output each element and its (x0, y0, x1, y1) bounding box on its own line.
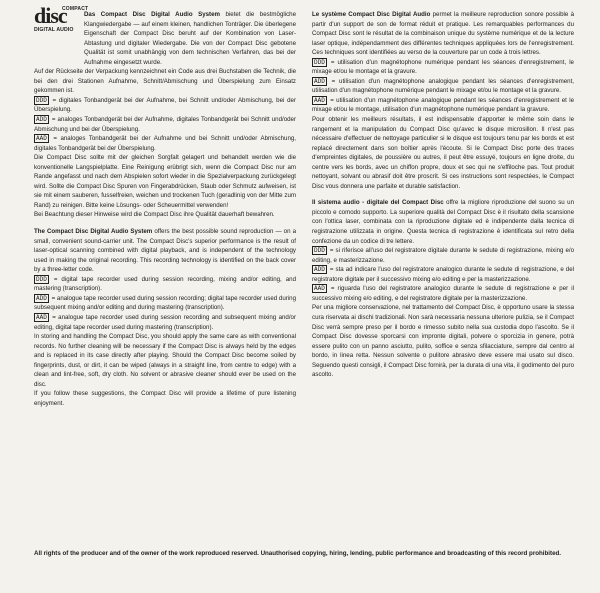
logo-disc-word: disc (34, 3, 67, 28)
left-column (34, 10, 296, 408)
it-intro-title: Il sistema audio - digitale del Compact Disc (312, 199, 444, 207)
fr-ddd-item (312, 58, 574, 77)
it-ddd-text: = si riferisce all'uso del registratore digitale durante le sedute di registrazione, mixing e/o editing, e masterizzazione. (312, 247, 574, 264)
fr-ddd-text: = utilisation d'un magnétophone numérique pendant les séances d'enregistrement, le mixage et/ou le montage et la gravure. (312, 58, 574, 76)
fr-aad-item (312, 96, 574, 115)
de-aad-code: AAD (36, 135, 47, 143)
en-ddd-item (34, 275, 296, 294)
en-care: In storing and handling the Compact Disc, you should apply the same care as with conventional records. No further cleaning will be necessary if the Compact Disc is always held by the edges and is replaced in its case directly after playing. Should the Compact Disc become soiled by fingerprints, dust, or dirt, it can be wiped (always in a straight line, from centre to edge) with a clean and lint-free, soft, dry cloth. No solvent or abrasive cleaner should ever be used on the disc. (34, 333, 296, 388)
it-aad-text: = riguarda l'uso del registratore analogico durante le sedute di registrazione e per il successivo mixing e/o editing, e del registratore digitale per la masterizzazione. (312, 285, 574, 302)
it-ddd-code: DDD (314, 247, 325, 255)
en-closing: If you follow these suggestions, the Compact Disc will provide a lifetime of pure listening enjoyment. (34, 390, 296, 407)
it-aad-code: AAD (314, 285, 325, 293)
de-add-code: ADD (36, 116, 47, 124)
en-intro-title: The Compact Disc Digital Audio System (34, 228, 153, 236)
de-ddd-item (34, 96, 296, 115)
fr-intro-title: Le système Compact Disc Digital Audio (312, 11, 431, 18)
en-ddd-text: = digital tape recorder used during session recording, mixing and/or editing, and mastering (transcription). (34, 275, 296, 293)
de-aad-text: = analoges Tonbandgerät bei der Aufnahme und bei Schnitt und/oder Abmischung, digitales Tonbandgerät bei der Überspielung. (34, 135, 296, 152)
de-aad-item (34, 134, 296, 153)
en-aad-item (34, 313, 296, 332)
en-aad-text: = analogue tape recorder used during session recording and subsequent mixing and/or editing, digital tape recorder used during mastering (transcription). (34, 313, 296, 331)
fr-intro-text: permet la meilleure reproduction sonore possible à partir d'un support de son de format réduit et pratique. Les remarquables performances du Compact Disc sont le résultat de la combinaison unique du système numérique et de la lecture laser optique, indépendamment des différentes techniques appliquées lors de l'enregistrement. Ces techniques sont identifiées au verso de la couverture par un code à trois lettres. (312, 11, 574, 57)
en-intro (34, 227, 296, 275)
de-code-explanation: Auf der Rückseite der Verpackung kennzeichnet ein Code aus drei Buchstaben die Technik, die bei den drei Stationen Aufnahme, Schnitt/Abmischung und Überspielung zum Einsatz gekommen ist. (34, 68, 296, 95)
it-add-item (312, 265, 574, 284)
en-intro-text: offers the best possible sound reproduction — on a small, convenient sound-carrier unit. The Compact Disc's superior performance is the result of laser-optical scanning combined with digital playback, and is independent of the technology used in making the original recording. This recording technology is identified on the back cover by a three-letter code. (34, 228, 296, 274)
en-add-code: ADD (36, 294, 47, 302)
copyright-notice: All rights of the producer and of the owner of the work reproduced reserved. Unauthorised copying, hiring, lending, public performance and broadcasting of this record prohibited. (34, 550, 562, 557)
it-ddd-item (312, 246, 574, 265)
it-add-code: ADD (314, 266, 325, 274)
it-intro (312, 198, 574, 246)
de-intro-text: bietet die bestmögliche Klangwiedergabe — auf einem kleinen, handlichen Tonträger. Die überlegene Eigenschaft der Compact Disc beruht auf der Kombination von Laser-Abtastung und digitaler Wiedergabe. Die von der Compact Disc gebotene Qualität ist somit unabhängig von dem technischen Verfahren, das bei der Aufnahme eingesetzt wurde. (84, 11, 296, 66)
fr-ddd-code: DDD (314, 58, 325, 66)
en-aad-code: AAD (36, 313, 47, 321)
de-care: Die Compact Disc sollte mit der gleichen Sorgfalt gelagert und behandelt werden wie die konventionelle Langspielplatte. Eine Reinigung erübrigt sich, wenn die Compact Disc nur am Rande angefasst und nach dem Abspielen sofort wieder in die Spezialverpackung zurückgelegt wird. Sollte die Compact Disc Spuren von Fingerabdrücken, Staub oder Schmutz aufweisen, ist sie mit einem sauberen, fusselfreien, weichen und trockenen Tuch (geradlinig von der Mitte zum Rand) zu reinigen. Bitte keine Lösungs- oder Scheuermittel verwenden! (34, 154, 296, 209)
fr-intro (312, 10, 574, 58)
it-care: Per una migliore conservazione, nel trattamento del Compact Disc, è opportuno usare la stessa cura riservata ai dischi tradizionali. Non sarà necessaria nessuna ulteriore pulizia, se il Compact Disc verrà sempre preso per il bordo e rimesso subito nella sua custodia dopo l'ascolto. Se il Compact Disc dovesse sporcarsi con impronte digitali, polvere o sporcizia in genere, potrà essere pulito con un panno asciutto, pulito, soffice e senza sfilacciature, sempre dal centro al bordo, in linea retta. Nessun solvente o pulitore abrasivo deve essere mai usato sul disco. Seguendo questi consigli, il Compact Disc fornirà, per la durata di una vita, il godimento del puro ascolto. (312, 304, 574, 379)
it-aad-item (312, 284, 574, 303)
de-closing: Bei Beachtung dieser Hinweise wird die Compact Disc ihre Qualität dauerhaft bewahren. (34, 211, 275, 219)
de-intro (34, 10, 296, 67)
right-column (312, 10, 574, 380)
de-ddd-text: = digitales Tonbandgerät bei der Aufnahme, bei Schnitt und/oder Abmischung, bei der Überspielung. (34, 96, 296, 114)
fr-aad-text: = utilisation d'un magnétophone analogique pendant les séances d'enregistrement et le mixage et/ou le montage, utilisation d'un magnétophone numérique pendant la gravure. (312, 96, 574, 114)
fr-aad-code: AAD (314, 96, 325, 104)
fr-add-code: ADD (314, 77, 325, 85)
it-intro-text: offre la migliore riproduzione del suono su un piccolo e comodo supporto. La superiore qualità del Compact Disc è il risultato della scansione con l'ottica laser, combinata con la riproduzione digitale ed è indipendente dalla tecnica di registrazione utilizzata in origine. Questa tecnica di registrazione è identificata sul retro della confezione da un codice di tre lettere. (312, 199, 574, 245)
fr-add-item (312, 77, 574, 96)
it-add-text: = sta ad indicare l'uso del registratore analogico durante le sedute di registrazione, e del registratore digitale per il successivo mixing e/o editing e per la masterizzazione. (312, 266, 574, 283)
de-ddd-code: DDD (36, 96, 47, 104)
en-add-item (34, 294, 296, 313)
logo-digital-audio-text: DIGITAL AUDIO (34, 27, 74, 33)
fr-care: Pour obtenir les meilleurs résultats, il est indispensable d'apporter le même soin dans le rangement et la manipulation du Compact Disc qu'avec le disque microsillon. Il n'est pas nécessaire d'effectuer de nettoyage particulier si le disque est toujours tenu par les bords et est replacé directement dans son boîtier après l'écoute. Si le Compact Disc porte des traces d'empreintes digitales, de poussière ou autres, il peut être essuyé, toujours en ligne droite, du centre vers les bords, avec un chiffon propre, doux et sec qui ne s'effiloche pas. Tout produit nettoyant, solvant ou abrasif doit être proscrit. Si ces instructions sont respectées, le Compact Disc vous donnera une parfaite et durable satisfaction. (312, 116, 574, 190)
en-ddd-code: DDD (36, 275, 47, 283)
en-add-text: = analogue tape recorder used during session recording; digital tape recorder used during subsequent mixing and/or editing and during mastering (transcription). (34, 294, 296, 312)
de-add-text: = analoges Tonbandgerät bei der Aufnahme, digitales Tonbandgerät bei Schnitt und/oder Abmischung und bei der Überspielung. (34, 116, 296, 133)
logo-compact-text: COMPACT (62, 6, 89, 12)
de-add-item (34, 115, 296, 134)
de-intro-title: Das Compact Disc Digital Audio System (84, 11, 220, 18)
fr-add-text: = utilisation d'un magnétophone analogique pendant les séances d'enregistrement, utilisation d'un magnétophone numérique pendant le mixage et/ou le montage et la gravure. (312, 77, 574, 95)
